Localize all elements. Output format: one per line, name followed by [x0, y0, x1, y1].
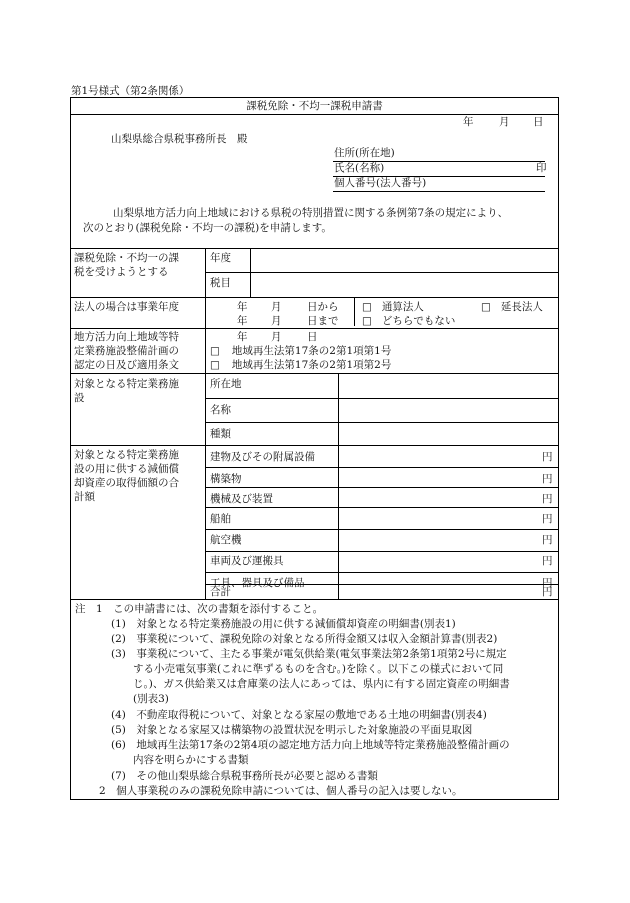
note-item-5: (5) 対象となる家屋又は構築物の設置状況を明示した対象施設の平面見取図: [111, 724, 473, 736]
plan-year: 年: [237, 331, 248, 343]
id-number-field-line[interactable]: [333, 191, 545, 192]
asset-label-3: 却資産の取得価額の合: [74, 477, 179, 489]
divider: [71, 114, 558, 115]
facility-location-label: 所在地: [210, 378, 242, 390]
fiscal-year-label: 年度: [210, 252, 231, 264]
note-item-4: (4) 不動産取得税について、対象となる家屋の敷地である土地の明細書(別表4): [111, 709, 487, 721]
divider: [71, 328, 558, 329]
article-2-label: 地域再生法第17条の2第1項第2号: [231, 359, 392, 371]
divider: [205, 551, 558, 552]
note-item-6a: (6) 地域再生法第17条の2第4項の認定地方活力向上地域等特定業務施設整備計画の: [111, 739, 510, 751]
facility-label-1: 対象となる特定業務施: [74, 378, 179, 390]
checkbox-icon: □: [210, 359, 220, 371]
asset-row-label: 工具、器具及び備品: [210, 577, 305, 589]
note-item-1: (1) 対象となる特定業務施設の用に供する減価償却資産の明細書(別表1): [111, 618, 456, 630]
article-1-label: 地域再生法第17条の2第1項第1号: [231, 345, 392, 357]
business-year-label: 法人の場合は事業年度: [74, 301, 179, 313]
tax-relief-label-1: 課税免除・不均一の課: [74, 252, 179, 264]
plan-label-2: 定業務施設整備計画の: [74, 345, 179, 357]
divider: [205, 584, 558, 585]
yen-unit: 円: [542, 513, 553, 525]
checkbox-encho[interactable]: [481, 301, 543, 314]
note-item-3a: (3) 事業税について、主たる事業が電気供給業(電気事業法第2条第1項第2号に規定: [111, 648, 507, 660]
note-2: 2 個人事業税のみの課税免除申請については、個人番号の記入は要しない。: [99, 785, 463, 797]
note-1: 注 1 この申請書には、次の書類を添付すること。: [75, 603, 324, 615]
checkbox-icon: □: [362, 315, 372, 327]
divider: [71, 248, 558, 249]
note-item-3c: じ。)、ガス供給業又は倉庫業の法人にあっては、県内に有する固定資産の明細書: [133, 678, 510, 690]
note-item-2: (2) 事業税について、課税免除の対象となる所得金額又は収入金額計算書(別表2): [111, 633, 498, 645]
yen-unit: 円: [542, 451, 553, 463]
divider: [205, 248, 206, 599]
facility-label-2: 設: [74, 392, 85, 404]
asset-row-label: 航空機: [210, 534, 242, 546]
yen-unit: 円: [542, 473, 553, 485]
divider: [71, 373, 558, 374]
address-label: 住所(所在地): [334, 147, 395, 159]
note-item-3b: する小売電気事業(これに準ずるものを含む。)を除く。以下この様式において同: [133, 663, 504, 675]
option-encho-label: 延長法人: [500, 301, 543, 313]
intro-line-2: 次のとおり(課税免除・不均一の課税)を申請します。: [83, 222, 332, 234]
divider: [205, 572, 558, 573]
form-title: 課税免除・不均一課税申請書: [246, 100, 383, 112]
divider: [71, 599, 558, 600]
date-day: 日: [533, 116, 544, 128]
yen-unit: 円: [542, 555, 553, 567]
divider: [71, 297, 558, 298]
asset-row-label: 船舶: [210, 513, 231, 525]
seal-mark: 印: [536, 162, 547, 174]
asset-row-label: 合計: [210, 586, 231, 598]
checkbox-neither[interactable]: [362, 315, 455, 328]
facility-name-label: 名称: [210, 404, 231, 416]
divider: [354, 297, 355, 326]
divider: [205, 422, 558, 423]
plan-label-3: 認定の日及び適用条文: [74, 359, 179, 371]
checkbox-icon: □: [481, 301, 491, 313]
date-month: 月: [499, 116, 510, 128]
note-item-7: (7) その他山梨県総合県税事務所長が必要と認める書類: [111, 770, 378, 782]
id-number-label: 個人番号(法人番号): [334, 177, 427, 189]
divider: [338, 373, 339, 599]
divider: [205, 529, 558, 530]
tax-item-label: 税目: [210, 277, 231, 289]
application-form: [70, 97, 559, 800]
asset-row-label: 機械及び装置: [210, 493, 273, 505]
asset-row-label: 車両及び運搬具: [210, 555, 284, 567]
option-neither-label: どちらでもない: [381, 315, 456, 327]
name-label: 氏名(名称): [334, 162, 385, 174]
plan-day: 日: [307, 331, 318, 343]
checkbox-icon: □: [210, 345, 220, 357]
asset-row-label: 構築物: [210, 473, 242, 485]
to-year: 年: [237, 315, 248, 327]
asset-label-4: 計額: [74, 491, 95, 503]
divider: [71, 445, 558, 446]
divider: [205, 507, 558, 508]
note-item-6b: 内容を明らかにする書類: [133, 754, 249, 766]
from-year: 年: [237, 301, 248, 313]
to-month: 月: [271, 315, 282, 327]
divider: [205, 272, 558, 273]
divider: [205, 467, 558, 468]
addressee: 山梨県総合県税事務所長 殿: [111, 133, 248, 145]
note-item-3d: (別表3): [133, 693, 169, 705]
facility-type-label: 種類: [210, 428, 231, 440]
asset-row-label: 建物及びその附属設備: [210, 451, 315, 463]
divider: [205, 398, 558, 399]
checkbox-tsusan[interactable]: [362, 301, 424, 314]
yen-unit: 円: [542, 493, 553, 505]
yen-unit: 円: [542, 577, 553, 589]
from-day: 日から: [307, 301, 339, 313]
checkbox-article-1[interactable]: [210, 345, 391, 358]
plan-month: 月: [271, 331, 282, 343]
asset-label-1: 対象となる特定業務施: [74, 449, 179, 461]
checkbox-article-2[interactable]: [210, 359, 391, 372]
to-day: 日まで: [307, 315, 339, 327]
checkbox-icon: □: [362, 301, 372, 313]
intro-line-1: 山梨県地方活力向上地域における県税の特別措置に関する条例第7条の規定により、: [113, 207, 509, 219]
form-number: 第1号様式（第2条関係）: [71, 85, 190, 97]
from-month: 月: [271, 301, 282, 313]
divider: [205, 487, 558, 488]
tax-relief-label-2: 税を受けようとする: [74, 266, 169, 278]
date-year: 年: [463, 116, 474, 128]
yen-unit: 円: [542, 586, 553, 598]
option-tsusan-label: 通算法人: [381, 301, 424, 313]
yen-unit: 円: [542, 534, 553, 546]
plan-label-1: 地方活力向上地域等特: [74, 331, 179, 343]
asset-label-2: 設の用に供する減価償: [74, 463, 179, 475]
